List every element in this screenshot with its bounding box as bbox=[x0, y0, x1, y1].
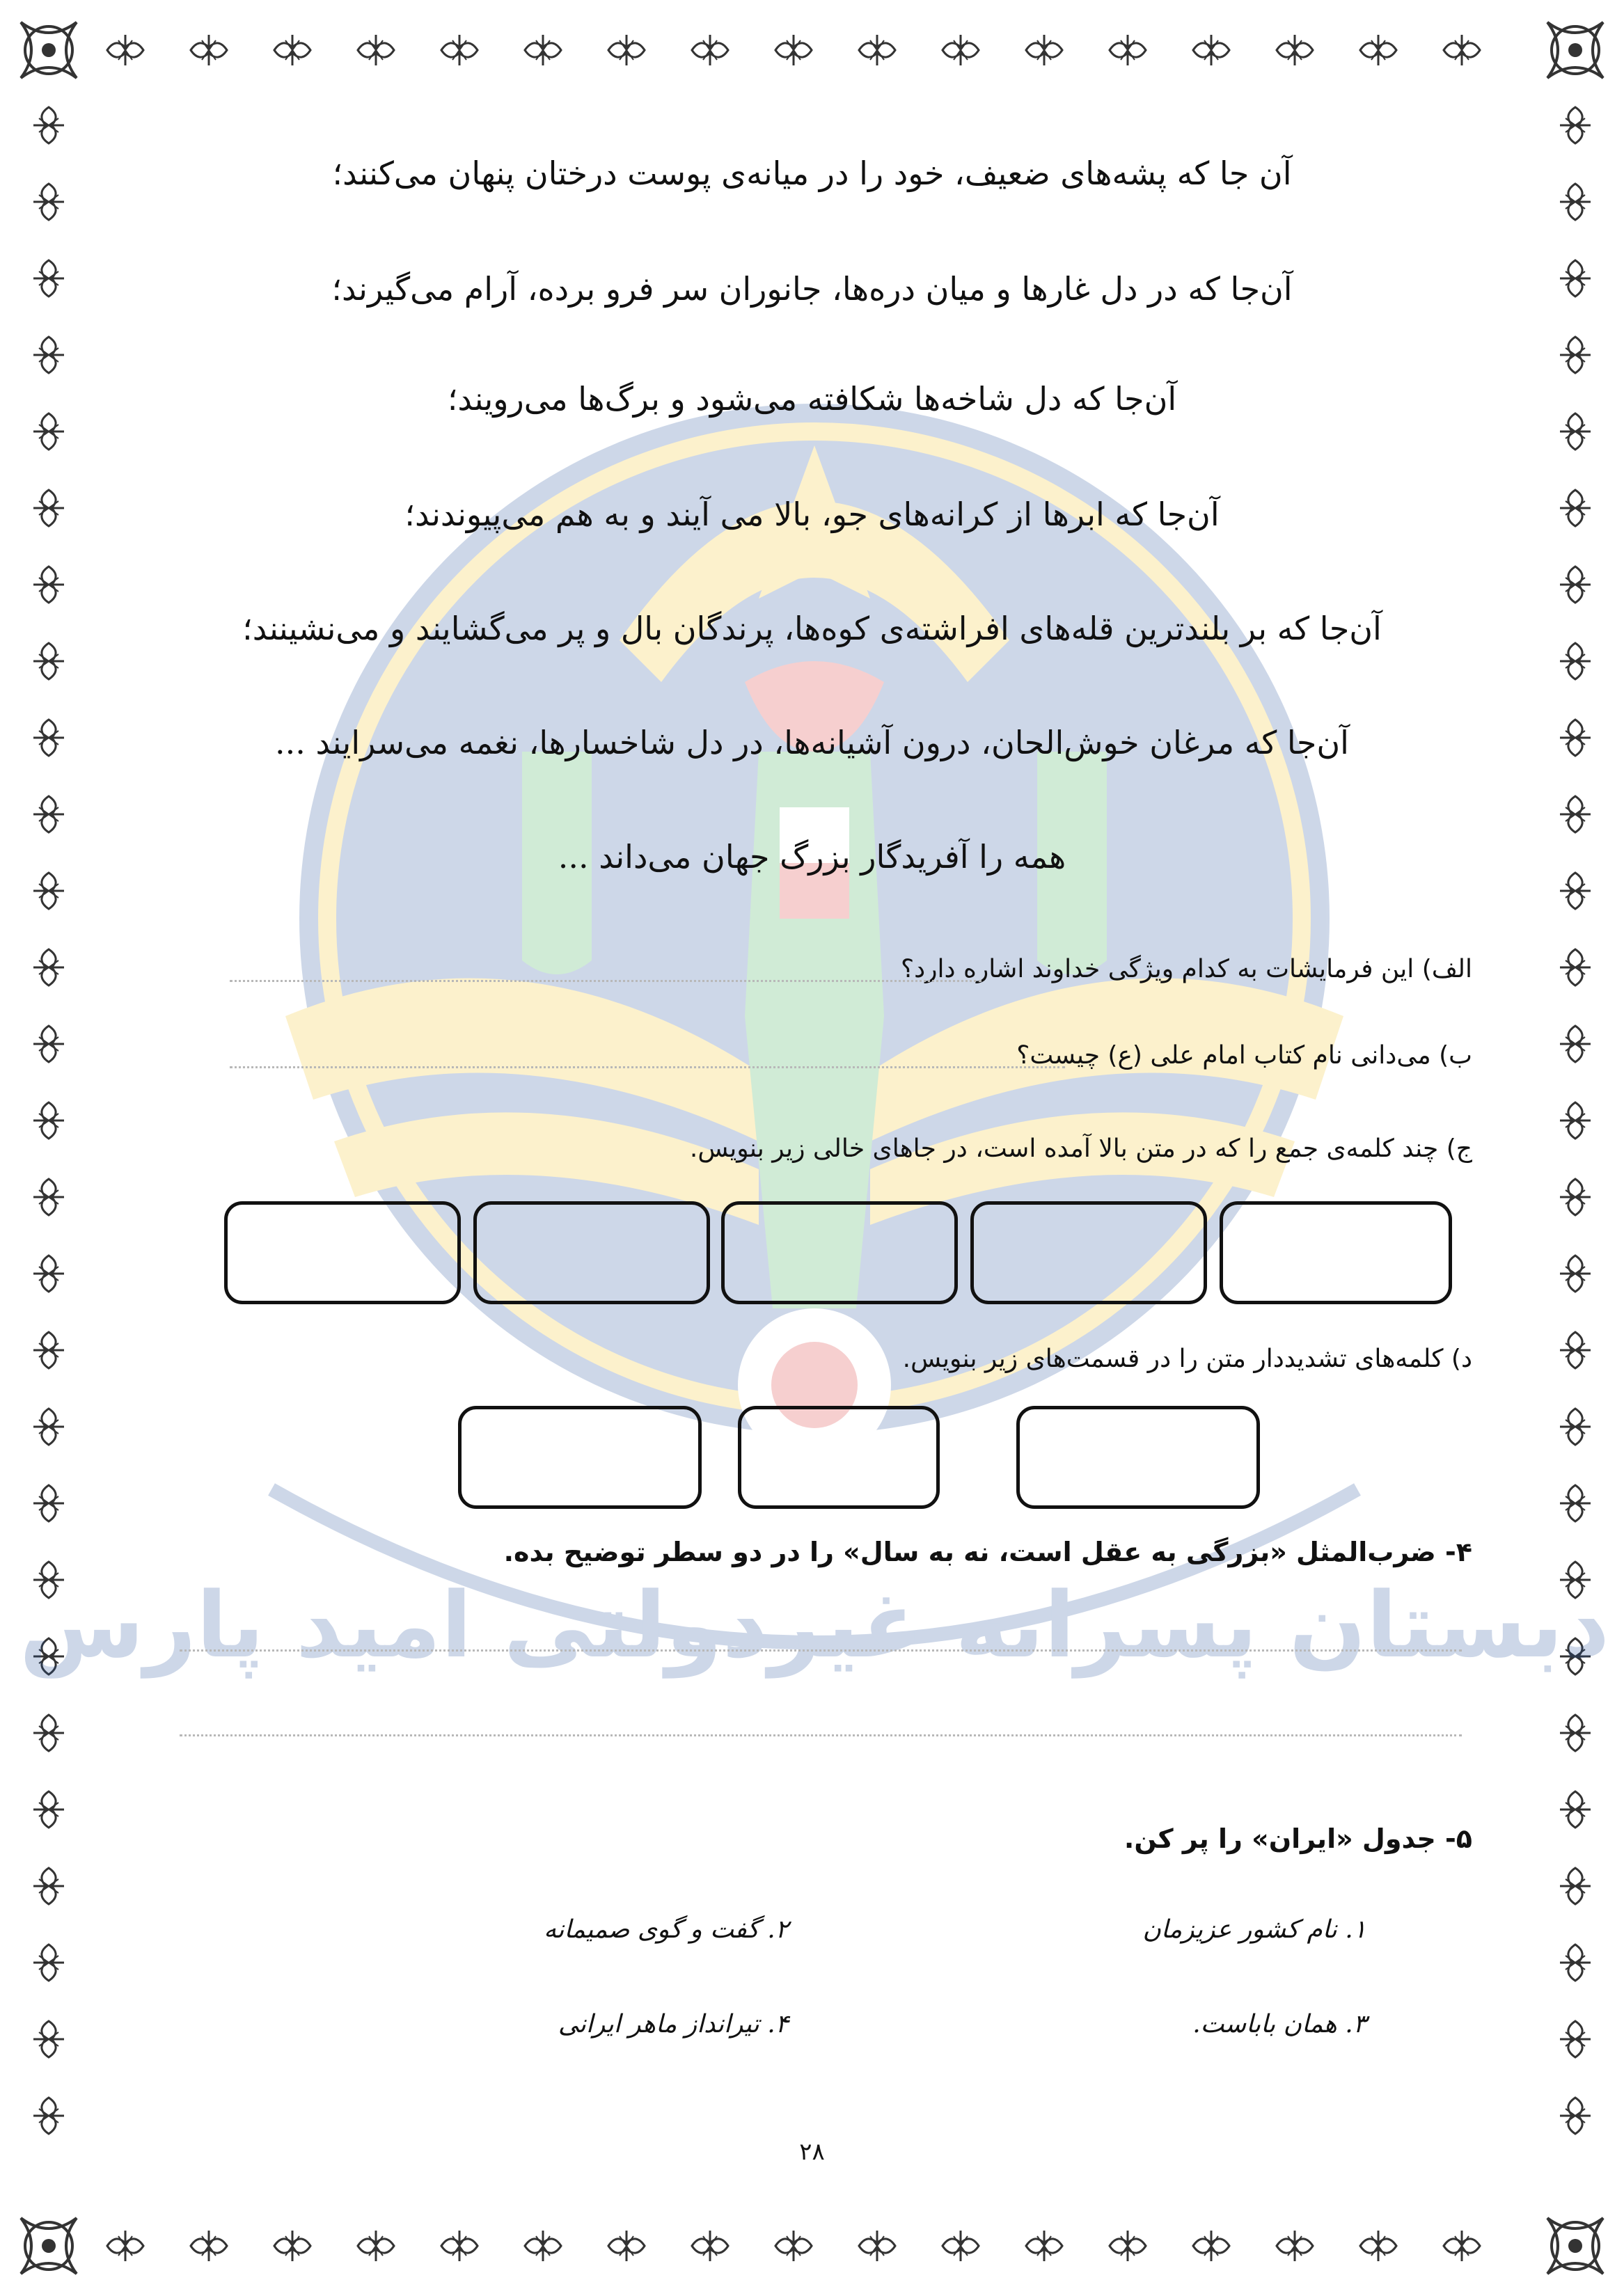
plural-answer-box-2[interactable] bbox=[970, 1201, 1207, 1304]
poem-line-5: آن‌جا که بر بلندترین قله‌های افراشته‌ی کوه‌ها، پرندگان بال و پر می‌گشایند و می‌نشینند؛ bbox=[242, 610, 1382, 647]
tashdid-answer-box-1[interactable] bbox=[1016, 1406, 1260, 1509]
plural-answer-box-4[interactable] bbox=[473, 1201, 710, 1304]
poem-line-4: آن‌جا که ابرها از کرانه‌های جو، بالا می آیند و به هم می‌پیوندند؛ bbox=[404, 496, 1220, 533]
answer-line-be[interactable] bbox=[230, 1066, 1065, 1068]
plural-answer-box-3[interactable] bbox=[721, 1201, 958, 1304]
poem-line-6: آن‌جا که مرغان خوش‌الحان، درون آشیانه‌ها، در دل شاخسارها، نغمه می‌سرایند ... bbox=[275, 724, 1349, 761]
tashdid-answer-box-3[interactable] bbox=[458, 1406, 702, 1509]
clue-4: ۴. تیرانداز ماهر ایرانی bbox=[558, 2010, 789, 2038]
question-jim: ج) چند کلمه‌ی جمع را که در متن بالا آمده است، در جاهای خالی زیر بنویس. bbox=[689, 1134, 1472, 1163]
tashdid-answer-box-2[interactable] bbox=[738, 1406, 940, 1509]
question-dal: د) کلمه‌های تشدیددار متن را در قسمت‌های زیر بنویس. bbox=[902, 1345, 1472, 1373]
plural-answer-box-1[interactable] bbox=[1220, 1201, 1452, 1304]
question-4: ۴- ضرب‌المثل «بزرگی به عقل است، نه به سال» را در دو سطر توضیح بده. bbox=[503, 1537, 1472, 1567]
clue-2: ۲. گفت و گوی صمیمانه bbox=[544, 1915, 789, 1944]
page-number: ۲۸ bbox=[799, 2138, 825, 2166]
poem-line-3: آن‌جا که دل شاخه‌ها شکافته می‌شود و برگ‌ها می‌رویند؛ bbox=[447, 380, 1177, 418]
plural-answer-box-5[interactable] bbox=[224, 1201, 461, 1304]
poem-line-1: آن جا که پشه‌های ضعیف، خود را در میانه‌ی پوست درختان پنهان می‌کنند؛ bbox=[332, 155, 1292, 192]
poem-line-2: آن‌جا که در دل غارها و میان دره‌ها، جانوران سر فرو برده، آرام می‌گیرند؛ bbox=[331, 270, 1293, 308]
answer-line-alef[interactable] bbox=[230, 980, 982, 982]
poem-line-7: همه را آفریدگار بزرگ جهان می‌داند ... bbox=[558, 838, 1066, 876]
watermark-text: دبستان پسرانه غیردولتی امید پارس bbox=[19, 1572, 1610, 1678]
answer-line-4a[interactable] bbox=[180, 1649, 1462, 1652]
question-alef: الف) این فرمایشات به کدام ویژگی خداوند اشاره دارد؟ bbox=[900, 955, 1472, 983]
clue-1: ۱. نام کشور عزیزمان bbox=[1142, 1915, 1366, 1944]
question-be: ب) می‌دانی نام کتاب امام علی (ع) چیست؟ bbox=[1016, 1041, 1472, 1070]
watermark-emblem bbox=[19, 390, 1610, 1851]
question-5: ۵- جدول «ایران» را پر کن. bbox=[1124, 1823, 1472, 1854]
clue-3: ۳. همان باباست. bbox=[1192, 2010, 1366, 2038]
answer-line-4b[interactable] bbox=[180, 1734, 1462, 1736]
